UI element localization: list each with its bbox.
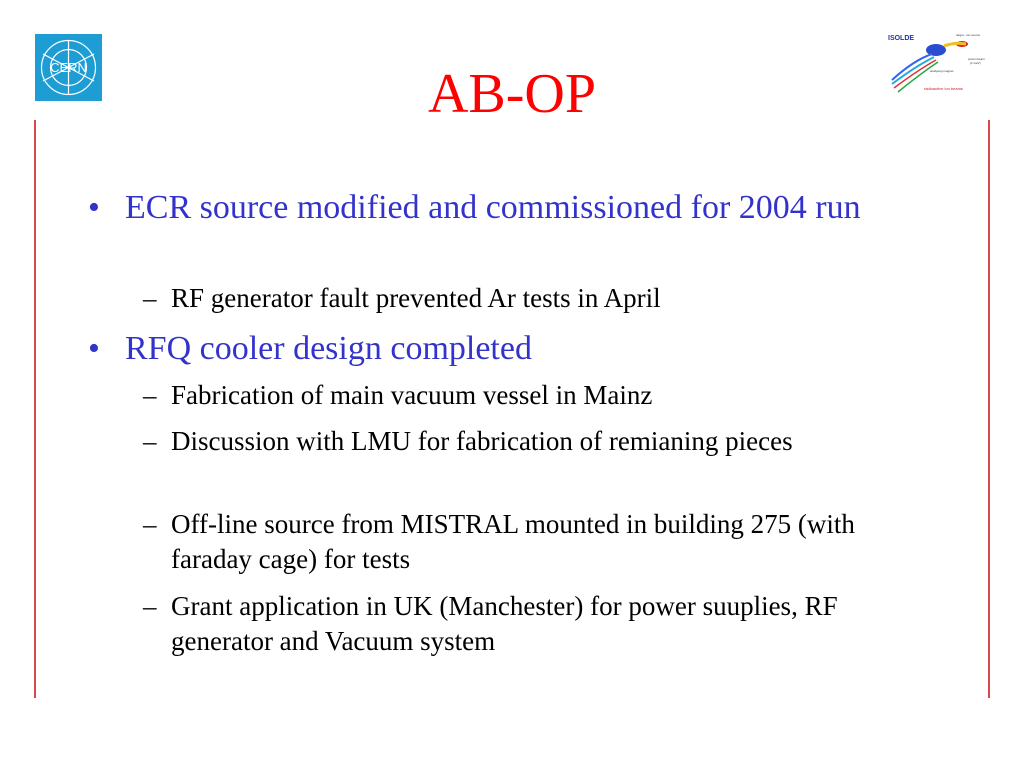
bullet-2-text: RFQ cooler design completed	[125, 330, 532, 367]
slide-title: AB-OP	[427, 63, 597, 125]
bullet-1-marker: •	[88, 189, 100, 226]
sub-bullet-1-1-marker: –	[143, 283, 157, 313]
cern-logo-text: CERN	[50, 60, 87, 75]
sub-bullet-2-3-text: Off-line source from MISTRAL mounted in building 275 (with faraday cage) for tests	[171, 509, 855, 574]
isolde-target-label: target - ion source	[956, 33, 981, 37]
sub-bullet-2-2-text: Discussion with LMU for fabrication of remianing pieces	[171, 426, 793, 456]
bullet-1-text: ECR source modified and commissioned for 2004 run	[125, 189, 861, 226]
sub-bullet-2-4-text: Grant application in UK (Manchester) for power suuplies, RF generator and Vacuum system	[171, 591, 838, 656]
sub-bullet-2-2-marker: –	[143, 426, 157, 456]
isolde-proton-label: proton beam	[968, 57, 985, 61]
sub-bullet-1-1-text: RF generator fault prevented Ar tests in April	[171, 283, 661, 313]
bullet-2-marker: •	[88, 330, 100, 367]
isolde-energy-label: (1 GeV)	[970, 61, 981, 65]
isolde-magnet-label: analysing magnet	[930, 69, 954, 73]
sub-bullet-2-1-text: Fabrication of main vacuum vessel in Mainz	[171, 380, 653, 410]
sub-bullet-2-1-marker: –	[143, 380, 157, 410]
isolde-beams-label: radioactive ion beams	[924, 86, 963, 91]
isolde-name: ISOLDE	[888, 35, 915, 42]
sub-bullet-2-3-marker: –	[143, 509, 157, 539]
sub-bullet-2-4-marker: –	[143, 591, 157, 621]
